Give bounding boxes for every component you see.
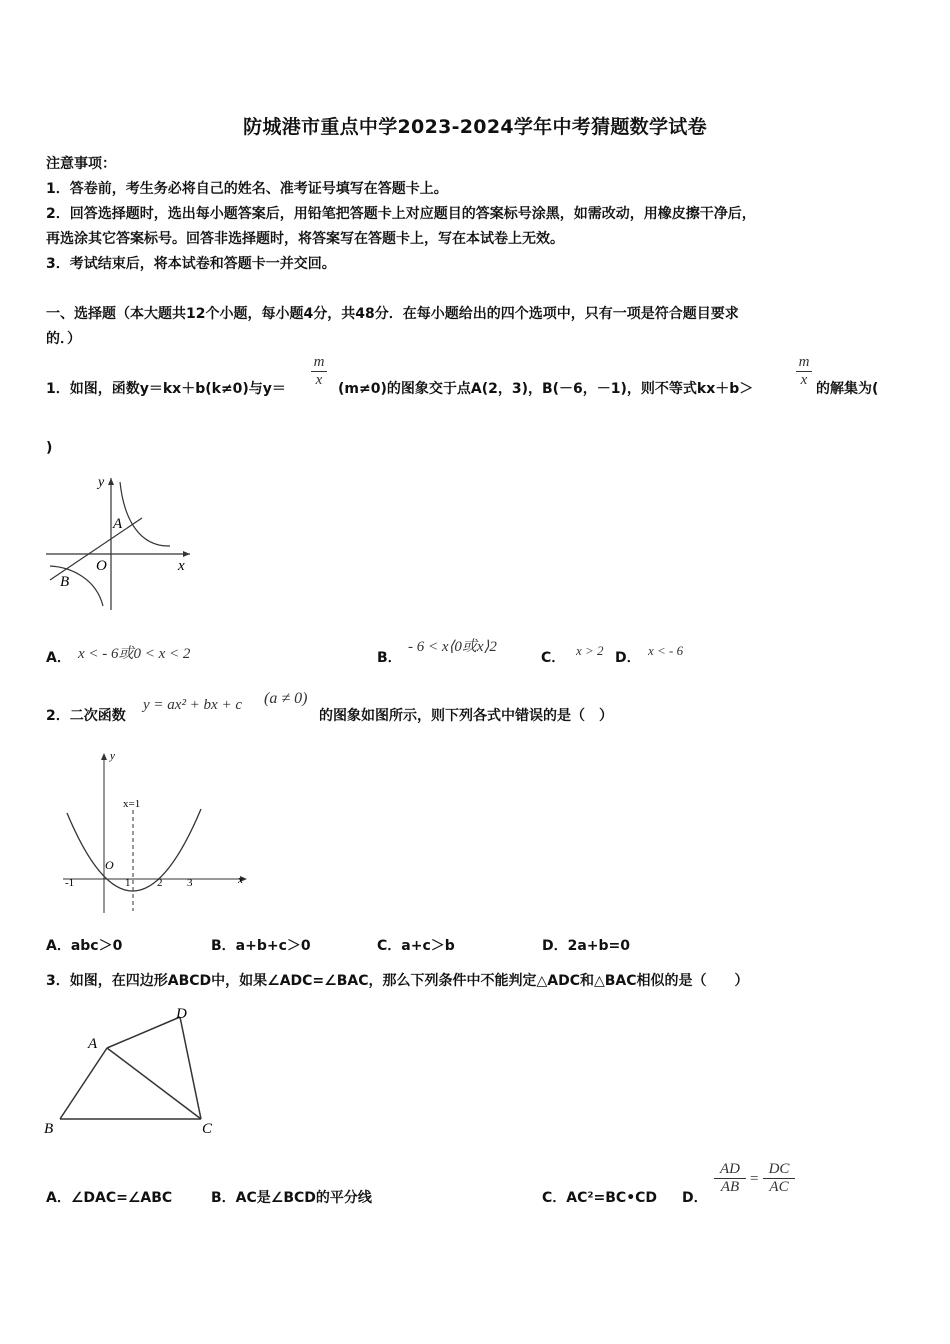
q1-graph-point-a: A: [113, 516, 123, 532]
q1-graph-origin: O: [96, 558, 107, 574]
q2-option-d: D．2a+b=0: [542, 938, 631, 954]
q1-text-part1: 1．如图，函数y＝kx＋b(k≠0)与y＝: [46, 381, 286, 397]
q3-option-d-label: D．: [682, 1190, 708, 1206]
q2-tick-1: 1: [125, 877, 131, 889]
q3-option-d-fraction-1: [714, 1161, 746, 1196]
q3-text: 3．如图，在四边形ABCD中，如果∠ADC=∠BAC，那么下列条件中不能判定△ADC和△BAC相似的是（ ）: [46, 973, 749, 989]
q3-point-c: C: [202, 1121, 213, 1137]
q3-option-d-equals: =: [749, 1171, 760, 1187]
q1-option-d-text: x < - 6: [648, 643, 684, 658]
q1-fraction-2: [796, 354, 812, 389]
q1-close-paren: ): [46, 440, 53, 456]
q1-graph: [40, 470, 200, 615]
q1-option-a-text: x < - 6或0 < x < 2: [78, 646, 191, 662]
q1-option-d-label: D．: [615, 650, 641, 666]
q3-option-c: C．AC²=BC•CD: [542, 1190, 658, 1206]
q1-option-b-text: - 6 < x⟨0或x⟩2: [408, 639, 497, 655]
q1-option-a-label: A．: [46, 650, 71, 666]
q1-option-c-text: x > 2: [576, 643, 604, 658]
q2-condition: (a ≠ 0): [264, 690, 308, 707]
q1-frac1-num: m: [313, 354, 325, 370]
q1-y-arrow: [108, 478, 114, 485]
notice-item-2-cont: 再选涂其它答案标号。回答非选择题时，将答案写在答题卡上，写在本试卷上无效。: [46, 231, 564, 247]
q2-graph-x-label: x: [238, 874, 243, 886]
q1-text-part2: (m≠0)的图象交于点A(2，3)，B(－6，－1)，则不等式kx＋b＞: [338, 381, 754, 397]
q2-option-c: C．a+c＞b: [377, 938, 455, 954]
q3-point-d: D: [176, 1006, 187, 1022]
q2-graph-origin: O: [105, 858, 114, 872]
q3-option-a: A．∠DAC=∠ABC: [46, 1190, 173, 1206]
q2-option-a: A．abc＞0: [46, 938, 123, 954]
notice-heading: 注意事项：: [46, 156, 116, 172]
q1-option-c-label: C．: [541, 650, 566, 666]
q2-prefix: 2．二次函数: [46, 708, 126, 724]
q2-graph-y-label: y: [110, 750, 115, 762]
q3-point-a: A: [88, 1036, 98, 1052]
q3-frac1-num: AD: [720, 1161, 740, 1177]
q2-graph-axis-label: x=1: [123, 798, 141, 810]
section-heading-cont: 的．）: [46, 331, 81, 347]
q3-frac1-den: AB: [714, 1178, 746, 1196]
notice-item-1: 1．答卷前，考生务必将自己的姓名、准考证号填写在答题卡上。: [46, 181, 448, 197]
q3-segment-dc: [180, 1017, 201, 1119]
q1-graph-point-b: B: [60, 574, 70, 590]
q2-option-b: B．a+b+c＞0: [211, 938, 311, 954]
q1-graph-x-label: x: [178, 558, 185, 574]
q1-text-part3: 的解集为(: [816, 381, 879, 397]
q3-segment-ad: [107, 1017, 180, 1048]
q3-option-b: B．AC是∠BCD的平分线: [211, 1190, 372, 1206]
q2-graph: [55, 745, 255, 920]
q2-y-arrow: [101, 753, 107, 760]
q3-segment-ab: [60, 1048, 107, 1119]
q1-graph-y-label: y: [98, 475, 105, 490]
section-heading: 一、选择题（本大题共12个小题，每小题4分，共48分．在每小题给出的四个选项中，只有一项是符合题目要求: [46, 306, 739, 322]
q2-tick-3: 3: [187, 877, 193, 889]
q1-frac1-den: x: [311, 371, 327, 389]
notice-item-3: 3．考试结束后，将本试卷和答题卡一并交回。: [46, 256, 336, 272]
q2-formula: y = ax² + bx + c: [143, 697, 242, 713]
q2-tick-neg1: -1: [65, 877, 75, 889]
q3-segment-ac: [107, 1048, 201, 1119]
notice-item-2: 2．回答选择题时，选出每小题答案后，用铅笔把答题卡上对应题目的答案标号涂黑，如需改动，用橡皮擦干净后，: [46, 206, 756, 222]
q1-x-arrow: [183, 551, 190, 557]
q3-frac2-num: DC: [768, 1161, 790, 1177]
q1-fraction-1: [311, 354, 327, 389]
q2-tick-2: 2: [157, 877, 163, 889]
q3-option-d-fraction-2: [763, 1161, 795, 1196]
q3-frac2-den: AC: [763, 1178, 795, 1196]
q1-frac2-num: m: [798, 354, 810, 370]
q3-point-b: B: [44, 1121, 54, 1137]
q1-frac2-den: x: [796, 371, 812, 389]
page-title: 防城港市重点中学2023-2024学年中考猜题数学试卷: [243, 116, 707, 138]
q2-suffix: 的图象如图所示，则下列各式中错误的是（ ）: [319, 708, 613, 724]
q3-graph: [40, 1002, 220, 1137]
q1-hyperbola-right: [120, 482, 170, 546]
q1-option-b-label: B．: [377, 650, 402, 666]
